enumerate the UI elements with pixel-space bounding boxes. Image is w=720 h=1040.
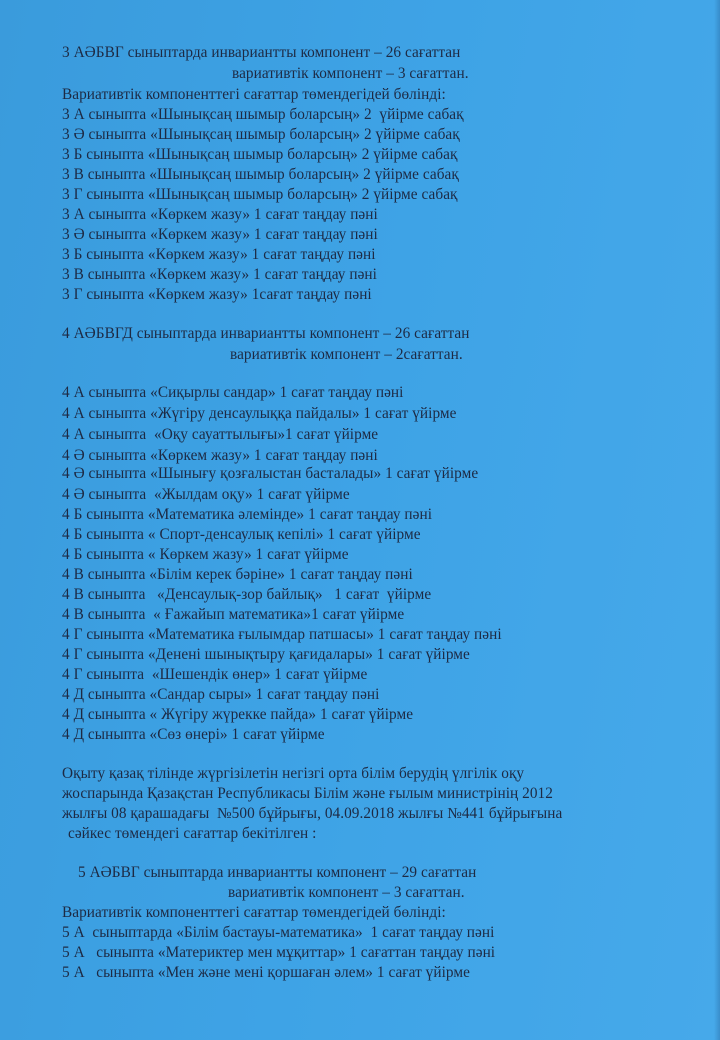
grade3-item: 3 В сыныпта «Шынықсаң шымыр боларсың» 2 үйірме сабақ xyxy=(62,166,459,183)
grade4-heading-line2: вариативтік компонент – 2сағаттан. xyxy=(230,346,463,363)
grade4-item: 4 Б сыныпта «Математика әлемінде» 1 сағат таңдау пәні xyxy=(62,506,433,523)
grade3-item: 3 Г сыныпта «Көркем жазу» 1сағат таңдау пәні xyxy=(62,286,372,303)
grade5-intro: Вариативтік компоненттегі сағаттар төмендегідей бөлінді: xyxy=(62,904,446,921)
grade4-item: 4 В сыныпта «Білім керек бәріне» 1 сағат таңдау пәні xyxy=(62,566,413,583)
paragraph-line: жылғы 08 қарашадағы №500 бұйрығы, 04.09.2018 жылғы №441 бұйрығына xyxy=(62,805,563,822)
grade4-heading-line1: 4 АӘБВГД сыныптарда инвариантты компонент – 26 сағаттан xyxy=(62,325,470,342)
grade3-item: 3 Б сыныпта «Көркем жазу» 1 сағат таңдау пәні xyxy=(62,246,376,263)
paragraph-line: жоспарында Қазақстан Республикасы Білім және ғылым министрінің 2012 xyxy=(62,785,553,802)
grade4-item: 4 А сыныпта «Оқу сауаттылығы»1 сағат үйірме xyxy=(62,426,379,443)
grade5-item: 5 А сыныпта «Мен және мені қоршаған әлем» 1 сағат үйірме xyxy=(62,964,470,981)
grade4-item: 4 Д сыныпта «Сандар сыры» 1 сағат таңдау пәні xyxy=(62,686,380,703)
grade4-item: 4 Г сыныпта «Денені шынықтыру қағидалары» 1 сағат үйірме xyxy=(62,646,470,663)
page-edge-shadow xyxy=(714,0,720,1040)
grade3-item: 3 Ә сыныпта «Шынықсаң шымыр боларсың» 2 үйірме сабақ xyxy=(62,126,460,143)
grade4-item: 4 Д сыныпта «Сөз өнері» 1 сағат үйірме xyxy=(62,726,325,743)
grade4-item: 4 В сыныпта « Ғажайып математика»1 сағат үйірме xyxy=(62,606,405,623)
grade3-item: 3 Г сыныпта «Шынықсаң шымыр боларсың» 2 үйірме сабақ xyxy=(62,186,458,203)
grade3-heading-line1: 3 АӘБВГ сыныптарда инвариантты компонент – 26 сағаттан xyxy=(62,44,461,61)
grade5-heading-line1: 5 АӘБВГ сыныптарда инвариантты компонент – 29 сағаттан xyxy=(78,864,477,881)
grade4-item: 4 А сыныпта «Жүгіру денсаулыққа пайдалы» 1 сағат үйірме xyxy=(62,405,457,422)
grade3-intro: Вариативтік компоненттегі сағаттар төмендегідей бөлінді: xyxy=(62,86,446,103)
grade3-heading-line2: вариативтік компонент – 3 сағаттан. xyxy=(232,65,469,82)
paragraph-line: Оқыту қазақ тілінде жүргізілетін негізгі орта білім берудің үлгілік оқу xyxy=(62,765,525,782)
grade5-heading-line2: вариативтік компонент – 3 сағаттан. xyxy=(228,884,465,901)
grade4-item: 4 А сыныпта «Сиқырлы сандар» 1 сағат таңдау пәні xyxy=(62,384,404,401)
grade4-item: 4 Г сыныпта «Шешендік өнер» 1 сағат үйірме xyxy=(62,666,368,683)
grade3-item: 3 Б сыныпта «Шынықсаң шымыр боларсың» 2 үйірме сабақ xyxy=(62,146,458,163)
grade4-item: 4 В сыныпта «Денсаулық-зор байлық» 1 сағат үйірме xyxy=(62,586,432,603)
grade4-item: 4 Ә сыныпта «Шынығу қозғалыстан басталады» 1 сағат үйірме xyxy=(62,465,479,482)
grade4-item: 4 Б сыныпта « Көркем жазу» 1 сағат үйірме xyxy=(62,546,349,563)
paragraph-line: сәйкес төмендегі сағаттар бекітілген : xyxy=(68,825,317,842)
grade3-item: 3 А сыныпта «Шынықсаң шымыр боларсың» 2 үйірме сабақ xyxy=(62,106,464,123)
grade4-item: 4 Ә сыныпта «Көркем жазу» 1 сағат таңдау пәні xyxy=(62,447,378,464)
grade3-item: 3 В сыныпта «Көркем жазу» 1 сағат таңдау пәні xyxy=(62,266,377,283)
grade3-item: 3 Ә сыныпта «Көркем жазу» 1 сағат таңдау пәні xyxy=(62,226,378,243)
grade4-item: 4 Ә сыныпта «Жылдам оқу» 1 сағат үйірме xyxy=(62,486,350,503)
grade5-item: 5 А сыныптарда «Білім бастауы-математика» 1 сағат таңдау пәні xyxy=(62,924,495,941)
grade4-item: 4 Г сыныпта «Математика ғылымдар патшасы» 1 сағат таңдау пәні xyxy=(62,626,502,643)
grade3-item: 3 А сыныпта «Көркем жазу» 1 сағат таңдау пәні xyxy=(62,206,378,223)
grade4-item: 4 Д сыныпта « Жүгіру жүрекке пайда» 1 сағат үйірме xyxy=(62,706,414,723)
grade5-item: 5 А сыныпта «Материктер мен мұқиттар» 1 сағаттан таңдау пәні xyxy=(62,944,496,961)
grade4-item: 4 Б сыныпта « Спорт-денсаулық кепілі» 1 сағат үйірме xyxy=(62,526,421,543)
